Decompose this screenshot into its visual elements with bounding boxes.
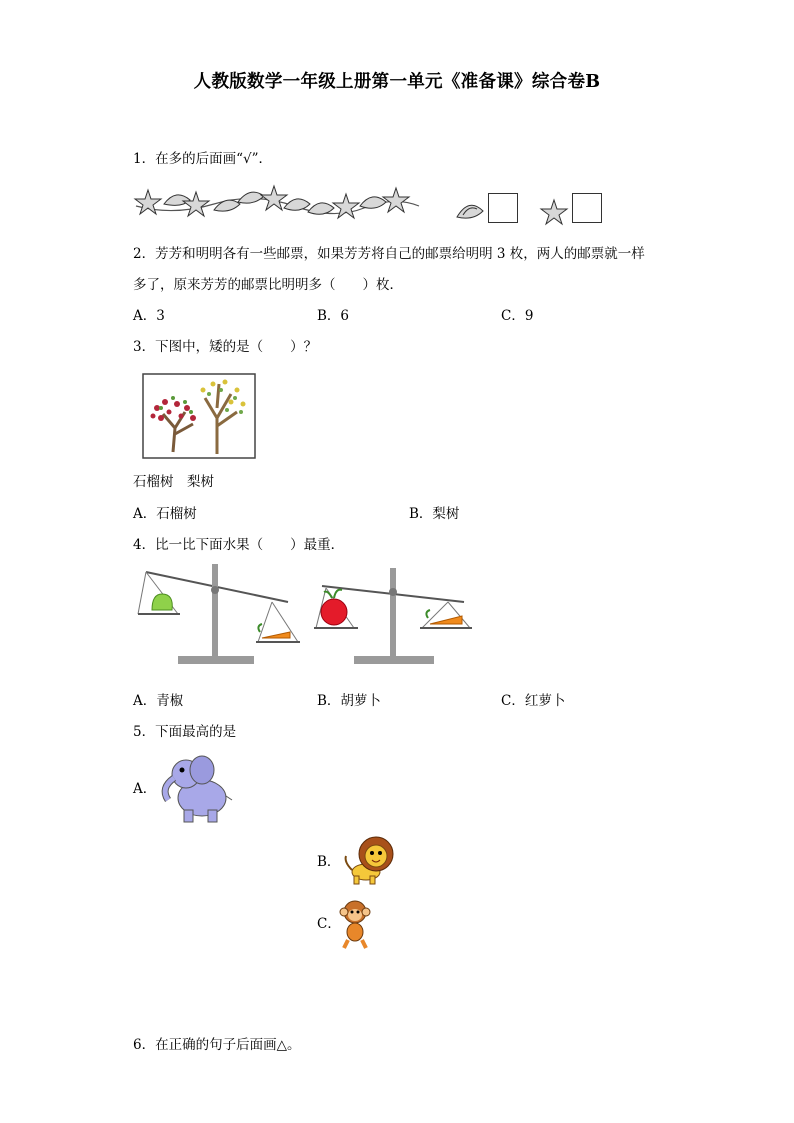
question-2-option-a[interactable]: A．3 bbox=[133, 308, 165, 324]
trees-picture bbox=[133, 368, 257, 460]
question-2-stem-line-1: 2．芳芳和明明各有一些邮票，如果芳芳将自己的邮票给明明 3 枚，两人的邮票就一样 bbox=[133, 246, 645, 262]
question-4-stem: 4．比一比下面水果（ ）最重． bbox=[133, 537, 345, 553]
monkey-icon bbox=[338, 898, 372, 950]
question-5-option-b[interactable]: B． bbox=[317, 854, 341, 870]
question-4-option-c[interactable]: C．红萝卜 bbox=[501, 693, 566, 709]
question-3-stem: 3．下图中，矮的是（ ）？ bbox=[133, 339, 318, 355]
question-6-stem: 6．在正确的句子后面画△。 bbox=[133, 1037, 301, 1053]
question-5-option-c[interactable]: C． bbox=[317, 916, 341, 932]
balance-scale-1 bbox=[138, 562, 304, 672]
question-4-option-a[interactable]: A．青椒 bbox=[133, 693, 184, 709]
shell-icon bbox=[455, 197, 485, 221]
star-shell-row-illustration bbox=[134, 182, 424, 224]
question-5-stem: 5．下面最高的是 bbox=[133, 724, 237, 740]
balance-scale-2 bbox=[314, 562, 480, 672]
question-4-option-b[interactable]: B．胡萝卜 bbox=[317, 693, 381, 709]
question-3-caption: 石榴树 梨树 bbox=[133, 474, 214, 490]
question-3-option-b[interactable]: B．梨树 bbox=[409, 506, 460, 522]
question-1-stem: 1．在多的后面画“√”． bbox=[133, 151, 272, 167]
answer-box-shell[interactable] bbox=[488, 193, 518, 223]
question-2-option-c[interactable]: C．9 bbox=[501, 308, 534, 324]
answer-box-star[interactable] bbox=[572, 193, 602, 223]
question-2-option-b[interactable]: B．6 bbox=[317, 308, 350, 324]
lion-icon bbox=[342, 832, 398, 888]
elephant-icon bbox=[158, 752, 232, 824]
question-3-option-a[interactable]: A．石榴树 bbox=[133, 506, 197, 522]
question-2-stem-line-2: 多了，原来芳芳的邮票比明明多（ ）枚． bbox=[133, 277, 403, 293]
question-5-option-a[interactable]: A． bbox=[133, 781, 157, 797]
star-icon bbox=[541, 199, 567, 225]
page-title: 人教版数学一年级上册第一单元《准备课》综合卷B bbox=[193, 72, 601, 92]
